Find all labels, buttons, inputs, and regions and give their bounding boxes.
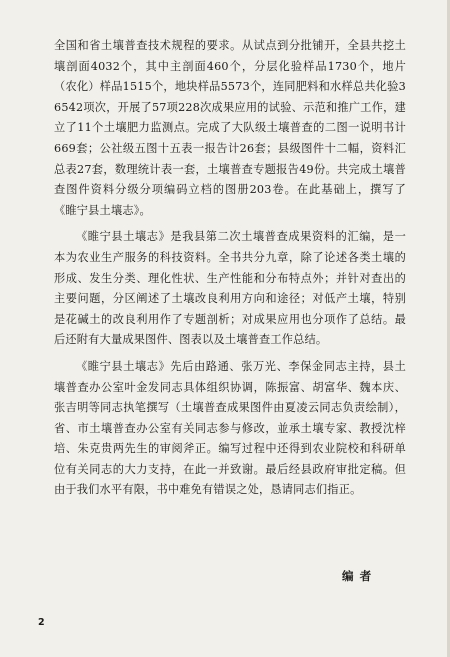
body-text [54, 36, 406, 501]
paragraph-continuation: 全国和省土壤普查技术规程的要求。从试点到分批铺开，全县共挖土壤剖面4032个，其中主剖面460个，分层化验样品1730个，地片（农化）样品1515个，地块样品5573个，连同肥料和水样总共化验36542项次，开展了57项228次成果应用的试验、示范和推广工作，建立了11个土壤肥力监测点。完成了大队级土壤普查的二图一说明书计669套；公社级五图十五表一报告计26套；县级图件十二幅，资料汇总表27套，数理统计表一套，土壤普查专题报告49份。共完成土壤普查图件资料分级分项编码立档的图册203卷。在此基础上，撰写了《睢宁县土壤志》。 [54, 39, 406, 217]
page-number: 2 [38, 617, 45, 628]
author-signature: 编者 [342, 569, 378, 583]
paragraph-overview: 《睢宁县土壤志》是我县第二次土壤普查成果资料的汇编，是一本为农业生产服务的科技资料。全书共分九章，除了论述各类土壤的形成、发生分类、理化性状、生产性能和分布特点外；并针对查出的主要问题，分区阐述了土壤改良利用方向和途径；对低产土壤，特别是花碱土的改良利用作了专题剖析；对成果应用也分项作了总结。最后还附有大量成果图件、图表以及土壤普查工作总结。 [54, 230, 406, 347]
paragraph-acknowledgements: 《睢宁县土壤志》先后由路通、张万光、李保金同志主持，县土壤普查办公室叶金发同志具体组织协调，陈振富、胡富华、魏本庆、张吉明等同志执笔撰写（土壤普查成果图件由夏凌云同志负责绘制），省、市土壤普查办公室有关同志参与修改，並承土壤专家、教授沈梓培、朱克贵两先生的审阅斧正。编写过程中还得到农业院校和科研单位有关同志的大力支持，在此一并致谢。最后经县政府审批定稿。但由于我们水平有限，书中难免有错误之处，恳请同志们指正。 [54, 359, 406, 497]
